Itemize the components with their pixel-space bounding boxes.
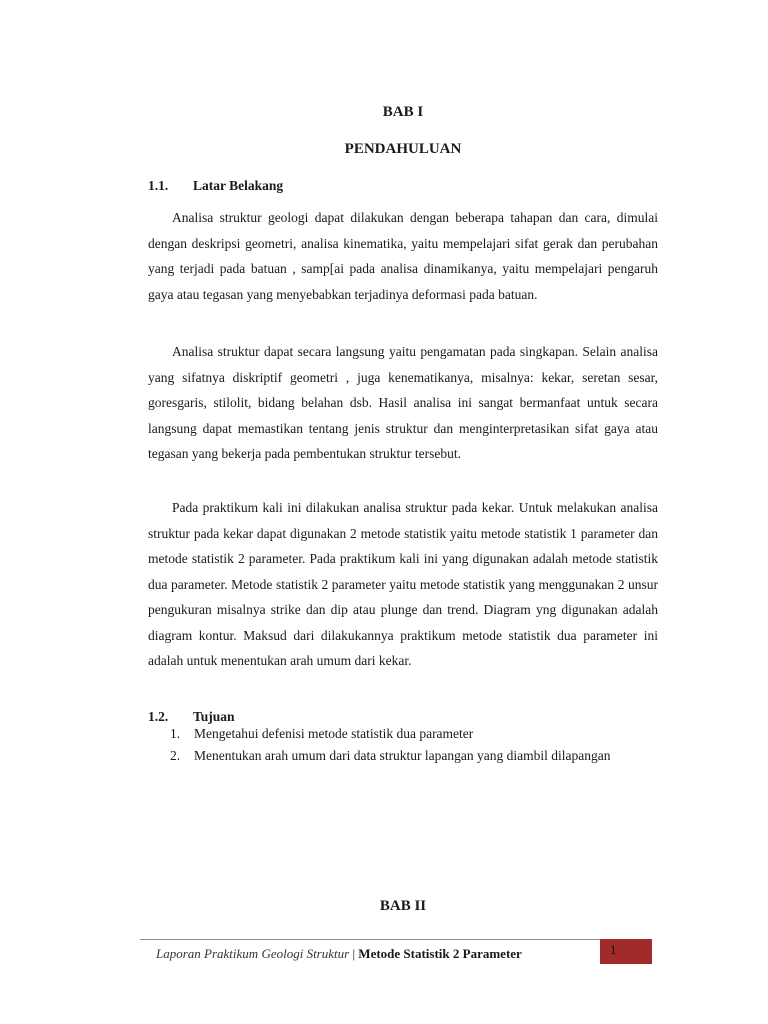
section-title: Tujuan — [193, 709, 235, 724]
list-item — [170, 743, 658, 768]
page-number-badge — [600, 939, 652, 964]
list-item-number: 1. — [170, 726, 181, 741]
footer-report-title: Laporan Praktikum Geologi Struktur — [156, 946, 350, 961]
section-number: 1.2. — [148, 709, 169, 724]
section-title: Latar Belakang — [193, 178, 284, 193]
list-item-text: Mengetahui defenisi metode statistik dua parameter — [194, 726, 474, 741]
list-item — [170, 725, 658, 743]
footer-topic: Metode Statistik 2 Parameter — [358, 946, 522, 961]
objectives-list — [170, 725, 658, 768]
footer-rule — [140, 939, 600, 940]
section-heading-1-2 — [148, 709, 235, 725]
chapter-title: BAB I — [382, 104, 424, 120]
list-item-number: 2. — [170, 748, 181, 763]
paragraph-2: Analisa struktur dapat secara langsung yaitu pengamatan pada singkapan. Selain analisa yang sifatnya diskriptif geometri , juga kenematikanya, misalnya: kekar, seretan sesar, goresgaris, stilolit, bidang belahan dsb. Hasil analisa ini sangat bermanfaat untuk secara langsung dapat memastikan tentang jenis struktur dan menginterpretasikan sifat gaya atau tegasan yang bekerja pada pembentukan struktur tersebut. — [148, 344, 658, 461]
section-heading-1-1 — [148, 178, 283, 194]
page-number: 1 — [610, 942, 617, 957]
chapter-title-2: BAB II — [379, 898, 427, 914]
list-item-text: Menentukan arah umum dari data struktur lapangan yang diambil dilapangan — [194, 748, 611, 763]
section-number: 1.1. — [148, 178, 169, 193]
footer-separator: | — [352, 946, 356, 961]
paragraph-1: Analisa struktur geologi dapat dilakukan dengan beberapa tahapan dan cara, dimulai dengan deskripsi geometri, analisa kinematika, yaitu mempelajari sifat gerak dan perubahan yang terjadi pada batuan , samp[ai pada analisa dinamikanya, yaitu mempelajari pengaruh gaya atau tegasan yang menyebabkan terjadinya deformasi pada batuan. — [148, 210, 658, 302]
paragraph-3: Pada praktikum kali ini dilakukan analisa struktur pada kekar. Untuk melakukan analisa struktur pada kekar dapat digunakan 2 metode statistik yaitu metode statistik 1 parameter dan metode statistik 2 parameter. Pada praktikum kali ini yang digunakan adalah metode statistik dua parameter. Metode statistik 2 parameter yaitu metode statistik yang menggunakan 2 unsur pengukuran misalnya strike dan dip atau plunge dan trend. Diagram yng digunakan adalah diagram kontur. Maksud dari dilakukannya praktikum metode statistik dua parameter ini adalah untuk menentukan arah umum dari kekar. — [148, 500, 658, 668]
chapter-subtitle: PENDAHULUAN — [344, 141, 462, 157]
page-footer — [156, 946, 522, 962]
